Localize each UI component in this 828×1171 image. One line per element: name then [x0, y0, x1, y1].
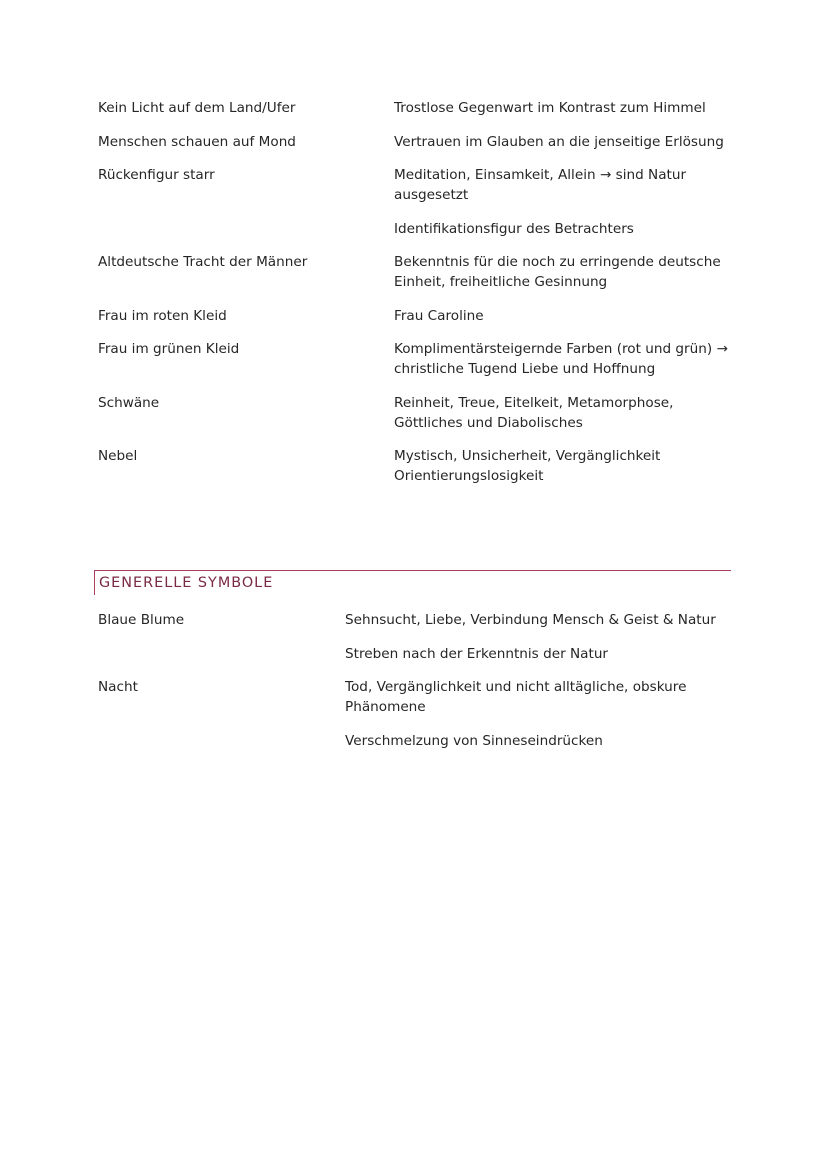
symbol-cell — [98, 219, 394, 239]
meaning-cell: Frau Caroline — [394, 307, 484, 324]
symbol-cell: Blaue Blume — [98, 612, 185, 628]
meaning-cell: Reinheit, Treue, Eitelkeit, Metamorphose, Göttliches und Diabolisches — [394, 394, 674, 431]
meaning-cell: Streben nach der Erkenntnis der Natur — [345, 645, 609, 662]
symbol-cell: Nacht — [98, 679, 138, 695]
table-row — [98, 132, 738, 152]
painting-symbol-table — [98, 98, 738, 500]
symbol-cell: Frau im grünen Kleid — [98, 341, 240, 357]
table-row — [98, 677, 738, 717]
meaning-cell: Sehnsucht, Liebe, Verbindung Mensch & Geist & Natur — [345, 612, 716, 628]
table-row — [98, 252, 738, 292]
table-row — [98, 731, 738, 751]
meaning-cell: Komplimentärsteigernde Farben (rot und grün) → christliche Tugend Liebe und Hoffnung — [394, 341, 728, 377]
meaning-cell: Trostlose Gegenwart im Kontrast zum Himmel — [394, 100, 706, 116]
meaning-cell: Verschmelzung von Sinneseindrücken — [345, 732, 603, 749]
meaning-cell: Bekenntnis für die noch zu erringende deutsche Einheit, freiheitliche Gesinnung — [394, 254, 721, 290]
meaning-cell: Meditation, Einsamkeit, Allein → sind Natur ausgesetzt — [394, 167, 687, 203]
meaning-cell: Identifikationsfigur des Betrachters — [394, 220, 634, 237]
symbol-cell: Nebel — [98, 448, 138, 464]
symbol-cell: Menschen schauen auf Mond — [98, 133, 296, 150]
symbol-cell: Frau im roten Kleid — [98, 307, 227, 324]
symbol-cell: Rückenfigur starr — [98, 167, 215, 183]
table-row — [98, 446, 738, 486]
section-heading — [94, 570, 731, 595]
section-heading-text: GENERELLE SYMBOLE — [99, 575, 274, 591]
general-symbol-table — [98, 610, 738, 764]
table-row — [98, 393, 738, 433]
symbol-cell: Altdeutsche Tracht der Männer — [98, 254, 308, 270]
table-row — [98, 219, 738, 239]
symbol-cell — [98, 644, 345, 664]
meaning-cell: Vertrauen im Glauben an die jenseitige Erlösung — [394, 133, 724, 150]
meaning-cell: Tod, Vergänglichkeit und nicht alltägliche, obskure Phänomene — [345, 679, 687, 715]
table-row — [98, 339, 738, 379]
meaning-cell: Mystisch, Unsicherheit, Vergänglichkeit Orientierungslosigkeit — [394, 448, 661, 484]
symbol-cell: Schwäne — [98, 394, 160, 411]
table-row — [98, 165, 738, 205]
symbol-cell — [98, 731, 345, 751]
table-row — [98, 644, 738, 664]
table-row — [98, 306, 738, 326]
table-row — [98, 610, 738, 630]
symbol-cell: Kein Licht auf dem Land/Ufer — [98, 100, 296, 116]
table-row — [98, 98, 738, 118]
